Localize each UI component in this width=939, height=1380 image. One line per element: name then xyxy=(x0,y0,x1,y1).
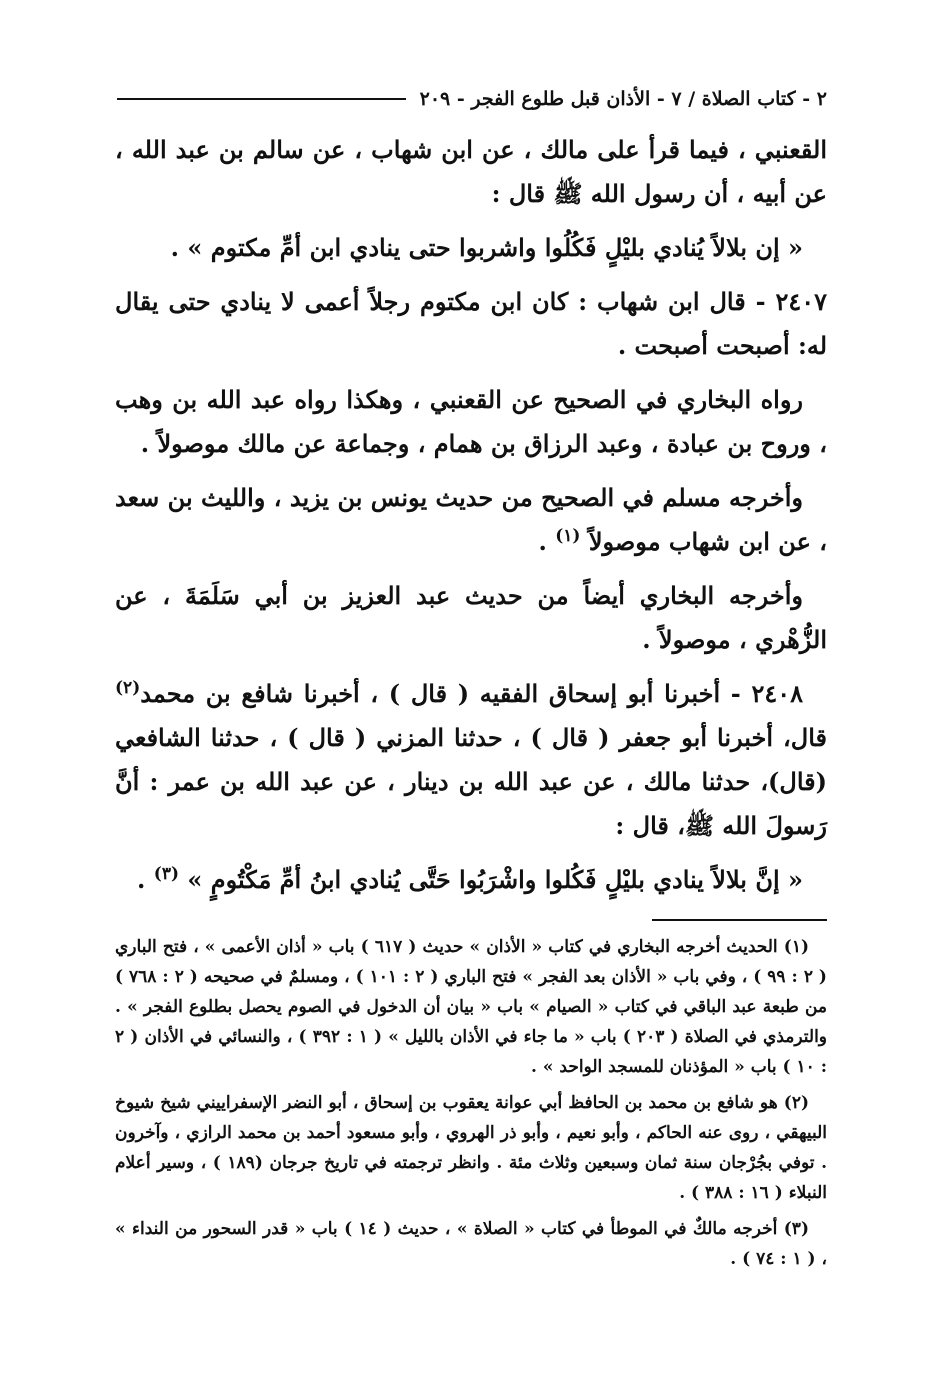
footnotes xyxy=(115,932,827,1280)
footnote-2: (٢) هو شافع بن محمد بن الحافظ أبي عوانة يعقوب بن إسحاق ، أبو النضر الإسفراييني شيخ شيوخ البيهقي ، روى عنه الحاكم ، وأبو نعيم ، وأبو ذر الهروي ، وأبو مسعود أحمد بن محمد الرازي ، وآخرون . توفي بجُرْجان سنة ثمان وسبعين وثلاث مئة . وانظر ترجمته في تاريخ جرجان (١٨٩ ) ، وسير أعلام النبلاء ( ١٦ : ٣٨٨ ) . xyxy=(115,1093,827,1203)
footnote-3: (٣) أخرجه مالكٌ في الموطأ في كتاب « الصلاة » ، حديث ( ١٤ ) باب « قدر السحور من النداء » ، ( ١ : ٧٤ ) . xyxy=(115,1219,827,1269)
footnote-separator xyxy=(652,919,827,921)
paragraph-isnad: القعنبي ، فيما قرأ على مالك ، عن ابن شهاب ، عن سالم بن عبد الله ، عن أبيه ، أن رسول الله ﷺ قال : xyxy=(115,135,827,208)
paragraph-hadith-quote: « إن بلالاً يُنادي بليْلٍ فَكُلُوا واشربوا حتى ينادي ابن أمِّ مكتوم » . xyxy=(170,233,803,262)
header-rule xyxy=(117,98,406,100)
paragraph-hadith-quote-2: « إنَّ بلالاً ينادي بليْلٍ فَكُلوا واشْرَبُوا حَتَّى يُنادي ابنُ أمِّ مَكْتُومٍ » $^{(٣)}$ . xyxy=(137,864,803,894)
running-head-title: ٢ - كتاب الصلاة / ٧ - الأذان قبل طلوع الفجر - ٢٠٩ xyxy=(419,88,827,110)
running-head xyxy=(117,84,827,114)
paragraph-bukhari-note: رواه البخاري في الصحيح عن القعنبي ، وهكذا رواه عبد الله بن وهب ، وروح بن عبادة ، وعبد الرزاق بن همام ، وجماعة عن مالك موصولاً . xyxy=(115,385,827,458)
footnote-1: (١) الحديث أخرجه البخاري في كتاب « الأذان » حديث ( ٦١٧ ) باب « أذان الأعمى » ، فتح الباري ( ٢ : ٩٩ ) ، وفي باب « الأذان بعد الفجر » فتح الباري ( ٢ : ١٠١ ) ، ومسلمٌ في صحيحه ( ٢ : ٧٦٨ ) من طبعة عبد الباقي في كتاب « الصيام » باب « بيان أن الدخول في الصوم يحصل بطلوع الفجر » . والترمذي في الصلاة ( ٢٠٣ ) باب « ما جاء في الأذان بالليل » ( ١ : ٣٩٢ ) ، والنسائي في الأذان ( ٢ : ١٠ ) باب « المؤذنان للمسجد الواحد » . xyxy=(115,937,828,1077)
footnote-marker-1[interactable]: (١) xyxy=(555,526,581,546)
main-text xyxy=(115,128,827,912)
paragraph-muslim-note: وأخرجه مسلم في الصحيح من حديث يونس بن يزيد ، والليث بن سعد ، عن ابن شهاب موصولاً $^{(١)}$ . xyxy=(115,483,827,556)
paragraph-hadith-2407: ٢٤٠٧ - قال ابن شهاب : كان ابن مكتوم رجلاً أعمى لا ينادي حتى يقال له: أصبحت أصبحت . xyxy=(115,287,827,360)
paragraph-bukhari-note-2: وأخرجه البخاري أيضاً من حديث عبد العزيز بن أبي سَلَمَةَ ، عن الزُّهْري ، موصولاً . xyxy=(115,581,827,654)
footnote-marker-3[interactable]: (٣) xyxy=(153,864,179,884)
paragraph-hadith-2408: ٢٤٠٨ - أخبرنا أبو إسحاق الفقيه ( قال ) ، أخبرنا شافع بن محمد$^{(٢)}$ قال، أخبرنا أبو جعفر ( قال ) ، حدثنا المزني ( قال ) ، حدثنا الشافعي (قال)، حدثنا مالك ، عن عبد الله بن دينار ، عن عبد الله بن عمر : أنَّ رَسولَ الله ﷺ، قال : xyxy=(115,678,827,840)
footnote-marker-2[interactable]: (٢) xyxy=(115,678,141,698)
